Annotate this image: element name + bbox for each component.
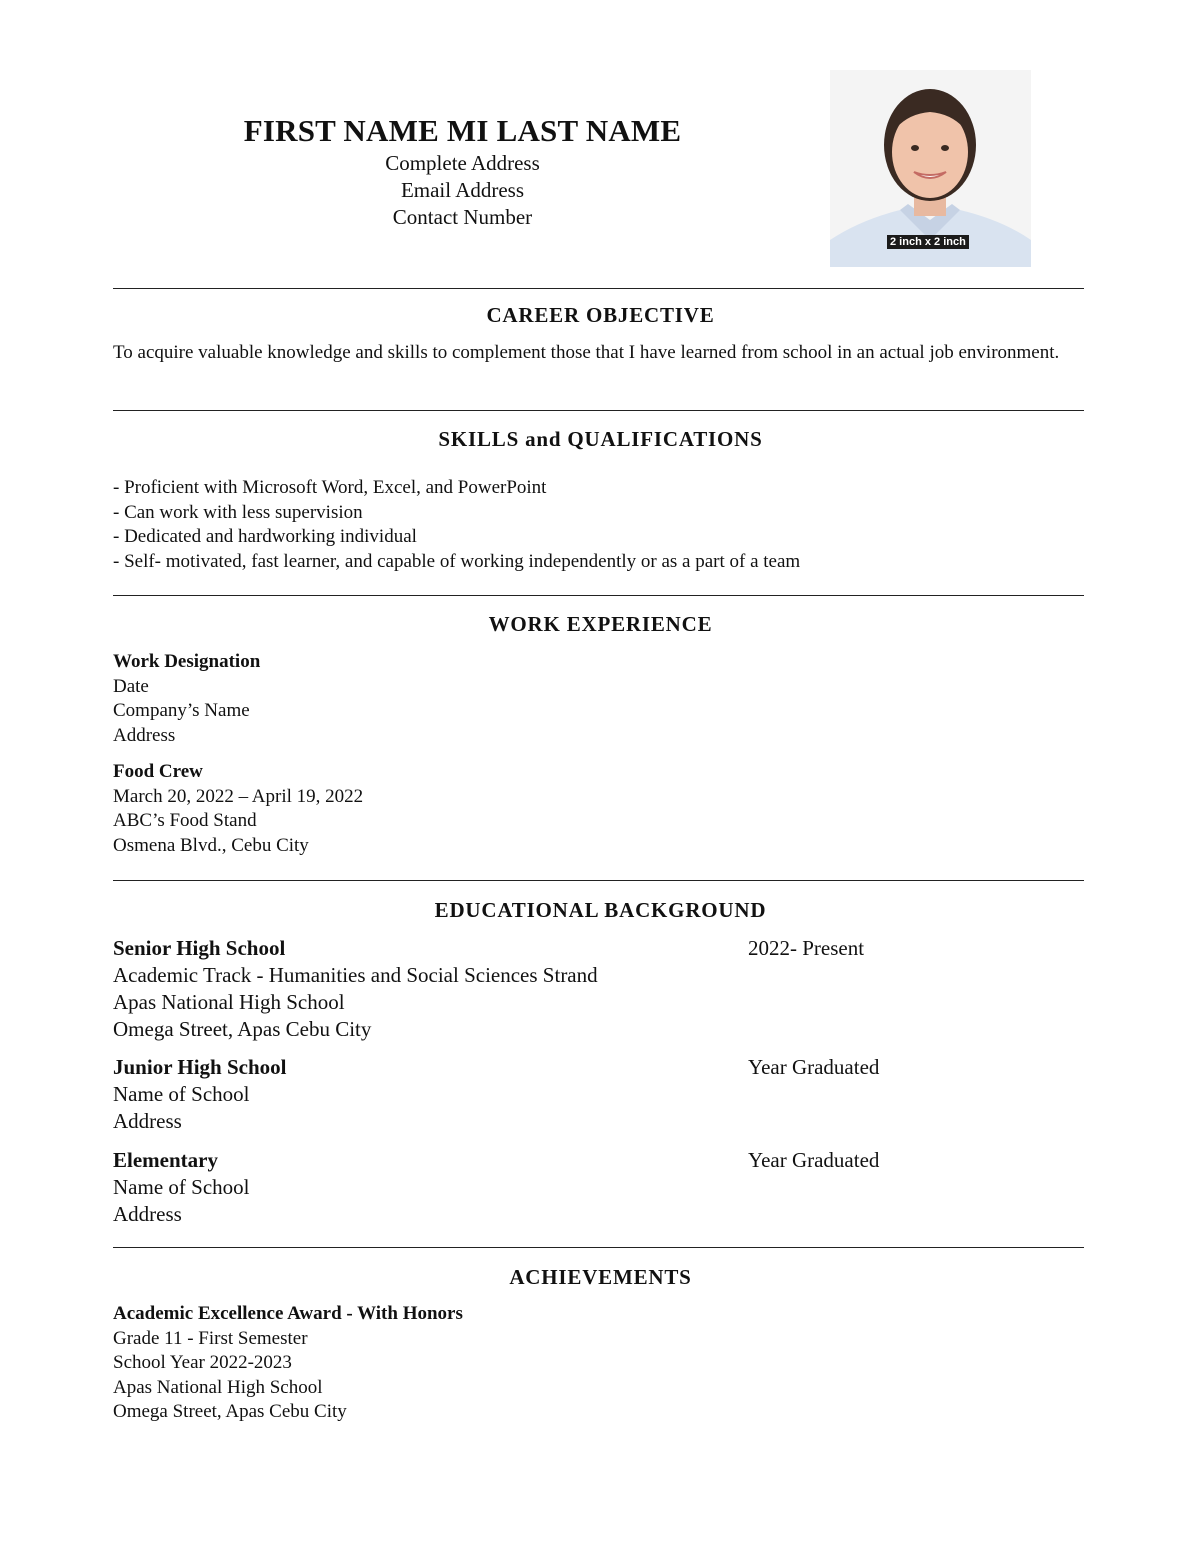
- company-address: Osmena Blvd., Cebu City: [113, 834, 309, 856]
- profile-photo: [830, 70, 1031, 267]
- achievements-title: ACHIEVEMENTS: [509, 1265, 692, 1289]
- achievement-entry: [113, 1302, 1088, 1425]
- section-divider: [113, 880, 1084, 881]
- education-level: Junior High School: [113, 1055, 287, 1079]
- work-date: Date: [113, 675, 149, 697]
- work-entry: [113, 760, 1088, 858]
- resume-header: [0, 112, 925, 231]
- list-item: - Can work with less supervision: [113, 501, 363, 523]
- school-name: Name of School: [113, 1175, 250, 1199]
- photo-size-label: 2 inch x 2 inch: [887, 235, 969, 249]
- achievement-detail: Grade 11 - First Semester: [113, 1327, 308, 1349]
- complete-address: Complete Address: [385, 151, 540, 175]
- achievement-detail: Apas National High School: [113, 1376, 323, 1398]
- school-address: Address: [113, 1202, 182, 1226]
- work-designation: Food Crew: [113, 761, 203, 782]
- company-name: Company’s Name: [113, 700, 250, 722]
- education-entry: [113, 1054, 1088, 1135]
- skills-list: [113, 476, 1088, 574]
- applicant-name: FIRST NAME MI LAST NAME: [243, 113, 682, 148]
- career-objective-title: CAREER OBJECTIVE: [486, 303, 715, 327]
- contact-number: Contact Number: [392, 205, 533, 229]
- education-entry: [113, 1147, 1088, 1228]
- section-divider: [113, 288, 1084, 289]
- school-name: Apas National High School: [113, 990, 345, 1014]
- education-title: EDUCATIONAL BACKGROUND: [434, 898, 767, 922]
- award-name: Academic Excellence Award - With Honors: [113, 1303, 463, 1324]
- work-experience-title: WORK EXPERIENCE: [488, 612, 713, 636]
- achievement-detail: School Year 2022-2023: [113, 1352, 292, 1374]
- work-designation: Work Designation: [113, 651, 261, 672]
- email-address: Email Address: [400, 178, 525, 202]
- school-address: Address: [113, 1109, 182, 1133]
- skills-title: SKILLS and QUALIFICATIONS: [438, 427, 763, 451]
- company-address: Address: [113, 724, 176, 746]
- list-item: - Proficient with Microsoft Word, Excel, and PowerPoint: [113, 477, 547, 498]
- education-level: Elementary: [113, 1148, 218, 1172]
- career-objective-text: To acquire valuable knowledge and skills to complement those that I have learned from school in an actual job environment.: [113, 342, 1060, 363]
- company-name: ABC’s Food Stand: [113, 810, 257, 832]
- work-entry: [113, 650, 1088, 748]
- education-year: Year Graduated: [748, 1055, 880, 1079]
- list-item: - Self- motivated, fast learner, and capable of working independently or as a part of a team: [113, 550, 801, 572]
- school-address: Omega Street, Apas Cebu City: [113, 1017, 372, 1041]
- school-name: Name of School: [113, 1082, 250, 1106]
- section-divider: [113, 410, 1084, 411]
- section-divider: [113, 1247, 1084, 1248]
- achievement-detail: Omega Street, Apas Cebu City: [113, 1401, 347, 1423]
- education-year: 2022- Present: [748, 936, 865, 960]
- education-year: Year Graduated: [748, 1148, 880, 1172]
- list-item: - Dedicated and hardworking individual: [113, 526, 417, 548]
- education-detail: Academic Track - Humanities and Social Sciences Strand: [113, 963, 598, 987]
- education-level: Senior High School: [113, 936, 286, 960]
- section-divider: [113, 595, 1084, 596]
- education-entry: [113, 935, 1088, 1043]
- work-date: March 20, 2022 – April 19, 2022: [113, 785, 364, 807]
